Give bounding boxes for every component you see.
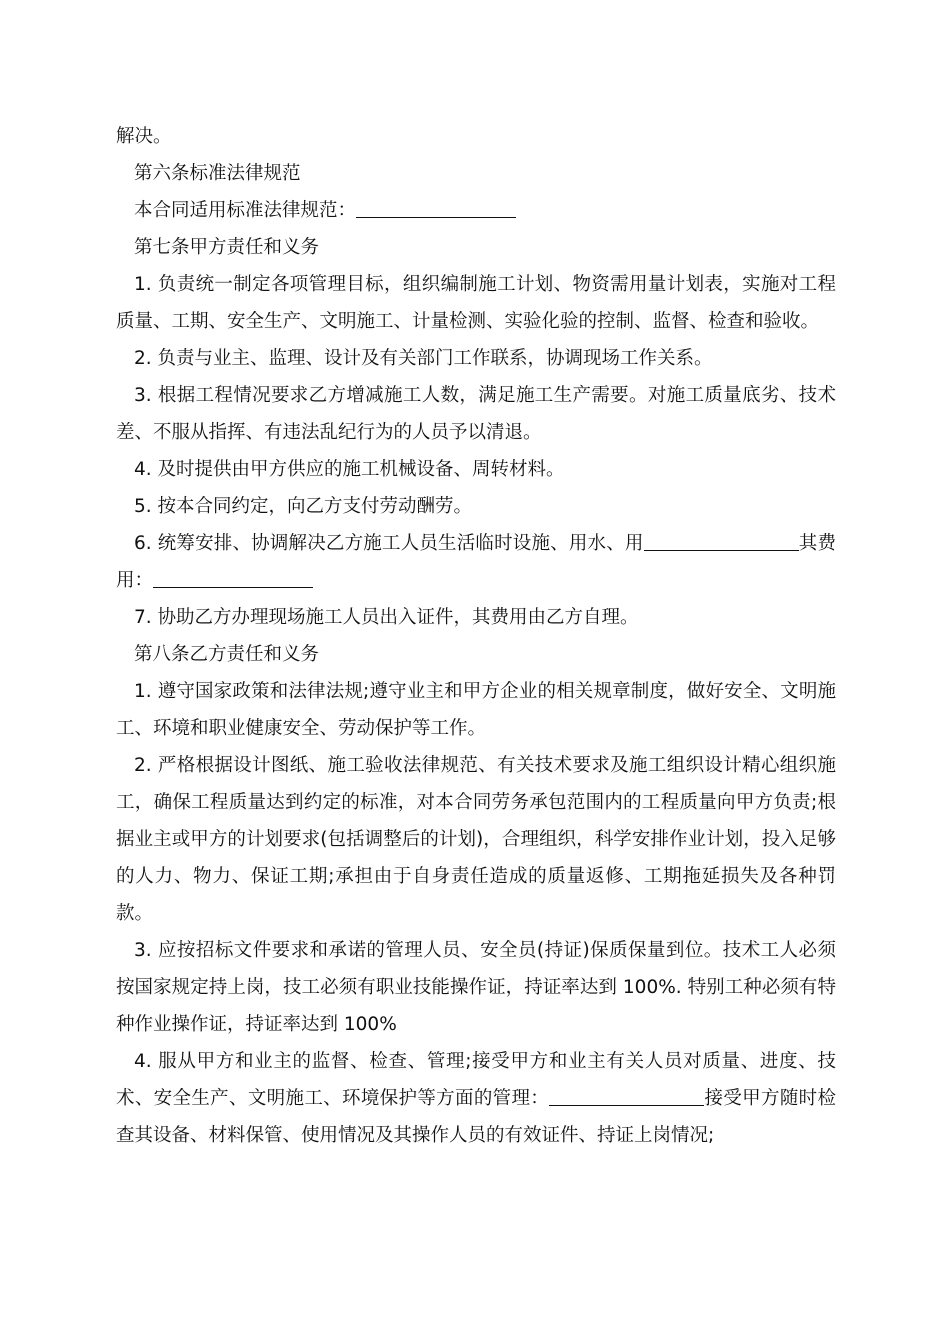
party-a-item-4: 4. 及时提供由甲方供应的施工机械设备、周转材料。 [134, 459, 565, 480]
article-6-heading: 第六条标准法律规范 [134, 163, 301, 184]
party-b-item-4 [116, 1043, 836, 1154]
paragraph-continuation: 解决。 [116, 126, 172, 147]
party-a-item-6 [116, 525, 836, 599]
party-a-item-6-text-a: 6. 统筹安排、协调解决乙方施工人员生活临时设施、用水、用 [134, 533, 644, 554]
party-b-item-4-text-a: 4. 服从甲方和业主的监督、检查、管理;接受甲方和业主有关人员对质量、进度、技术、安全生产、文明施工、环境保护等方面的管理： [116, 1051, 836, 1109]
utilities-blank[interactable] [644, 532, 799, 551]
expense-blank[interactable] [153, 569, 313, 588]
article-7-heading: 第七条甲方责任和义务 [134, 237, 320, 258]
party-b-item-2: 2. 严格根据设计图纸、施工验收法律规范、有关技术要求及施工组织设计精心组织施工，确保工程质量达到约定的标准，对本合同劳务承包范围内的工程质量向甲方负责;根据业主或甲方的计划要求(包括调整后的计划)，合理组织，科学安排作业计划，投入足够的人力、物力、保证工期;承担由于自身责任造成的质量返修、工期拖延损失及各种罚款。 [116, 755, 836, 924]
party-a-item-2: 2. 负责与业主、监理、设计及有关部门工作联系，协调现场工作关系。 [134, 348, 713, 369]
party-b-item-4-text-b: 接受甲方随时检查其设备、材料保管、使用情况及其操作人员的有效证件、持证上岗情况; [116, 1088, 836, 1146]
party-a-item-6-text-b: 其费用： [116, 533, 836, 591]
party-a-item-3: 3. 根据工程情况要求乙方增减施工人数，满足施工生产需要。对施工质量底劣、技术差、不服从指挥、有违法乱纪行为的人员予以清退。 [116, 385, 836, 443]
applicable-standards-line [116, 192, 836, 229]
party-a-item-7: 7. 协助乙方办理现场施工人员出入证件，其费用由乙方自理。 [134, 607, 639, 628]
article-8-heading: 第八条乙方责任和义务 [134, 644, 320, 665]
document-body [116, 118, 836, 1154]
applicable-standards-label: 本合同适用标准法律规范： [134, 200, 357, 221]
party-b-item-1: 1. 遵守国家政策和法律法规;遵守业主和甲方企业的相关规章制度，做好安全、文明施工、环境和职业健康安全、劳动保护等工作。 [116, 681, 836, 739]
party-a-item-1: 1. 负责统一制定各项管理目标，组织编制施工计划、物资需用量计划表，实施对工程质量、工期、安全生产、文明施工、计量检测、实验化验的控制、监督、检查和验收。 [116, 274, 836, 332]
management-blank[interactable] [549, 1087, 704, 1106]
party-a-item-5: 5. 按本合同约定，向乙方支付劳动酬劳。 [134, 496, 473, 517]
applicable-standards-blank[interactable] [356, 199, 516, 218]
party-b-item-3: 3. 应按招标文件要求和承诺的管理人员、安全员(持证)保质保量到位。技术工人必须按国家规定持上岗，技工必须有职业技能操作证，持证率达到 100%. 特别工种必须有特种作业操作证，持证率达到 100% [116, 940, 836, 1035]
